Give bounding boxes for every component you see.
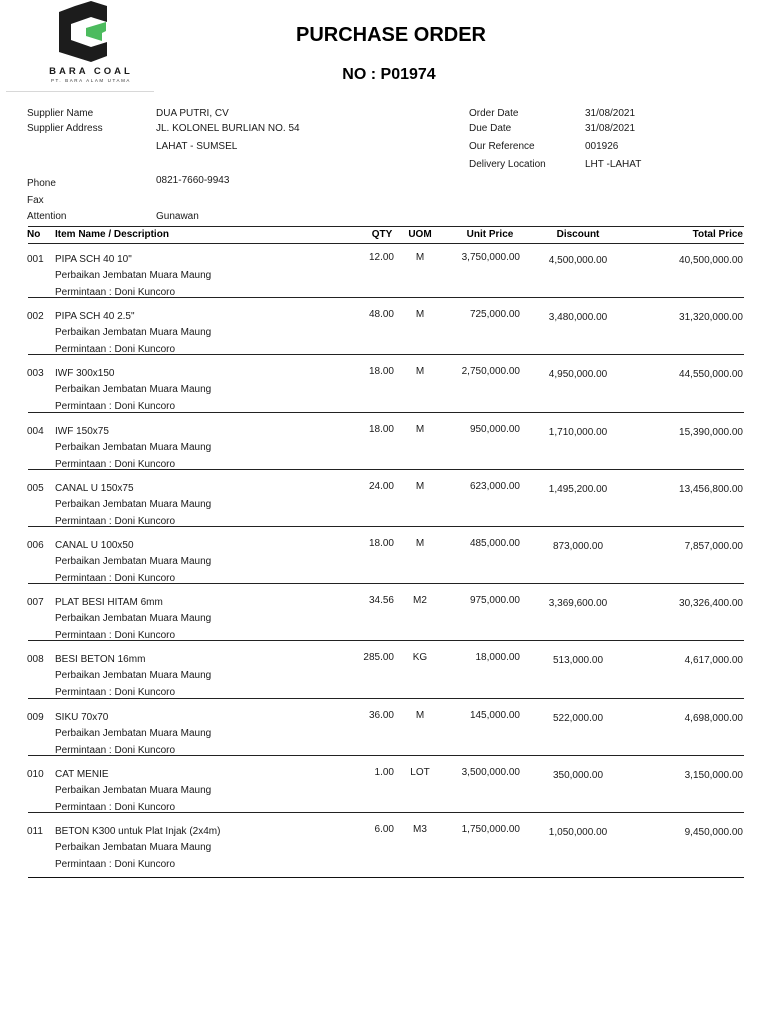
- item-description: Perbaikan Jembatan Muara Maung: [55, 441, 212, 453]
- item-description: Perbaikan Jembatan Muara Maung: [55, 727, 212, 739]
- item-total-price: 15,390,000.00: [679, 426, 743, 438]
- item-request: Permintaan : Doni Kuncoro: [55, 801, 176, 813]
- row-number: 002: [27, 311, 44, 323]
- item-unit-price: 623,000.00: [469, 480, 520, 492]
- item-request: Permintaan : Doni Kuncoro: [55, 515, 176, 527]
- table-row: [0, 530, 768, 587]
- supplier-address-line2: LAHAT - SUMSEL: [156, 141, 238, 152]
- item-name: PIPA SCH 40 10": [55, 254, 132, 265]
- item-unit-price: 145,000.00: [469, 709, 520, 721]
- item-uom: M: [415, 366, 425, 378]
- supplier-name: DUA PUTRI, CV: [156, 108, 229, 119]
- row-divider: [28, 354, 744, 355]
- table-bottom-rule: [28, 877, 744, 878]
- table-row: [0, 587, 768, 644]
- item-description: Perbaikan Jembatan Muara Maung: [55, 384, 212, 396]
- item-qty: 48.00: [368, 309, 394, 321]
- col-header-no: No: [27, 229, 41, 240]
- item-total-price: 31,320,000.00: [679, 312, 743, 324]
- attention-value: Gunawan: [156, 211, 199, 222]
- due-date-label: Due Date: [469, 123, 512, 134]
- row-number: 011: [27, 826, 43, 837]
- item-description: Perbaikan Jembatan Muara Maung: [55, 498, 212, 510]
- item-uom: M3: [413, 824, 427, 835]
- item-uom: M: [415, 538, 425, 549]
- row-number: 009: [27, 711, 44, 723]
- item-uom: M2: [413, 595, 427, 607]
- col-header-uom: UOM: [408, 229, 432, 240]
- item-description: Perbaikan Jembatan Muara Maung: [55, 613, 212, 625]
- delivery-location: LHT -LAHAT: [585, 159, 642, 170]
- table-row: [0, 301, 768, 358]
- table-row: [0, 759, 768, 816]
- row-number: 008: [27, 654, 44, 666]
- item-unit-price: 2,750,000.00: [461, 366, 520, 378]
- item-total-price: 7,857,000.00: [684, 541, 743, 552]
- col-header-item: Item Name / Description: [55, 229, 169, 240]
- item-unit-price: 3,750,000.00: [461, 252, 520, 263]
- brand-subtitle: PT. BARA ALAM UTAMA: [50, 78, 132, 83]
- item-unit-price: 725,000.00: [469, 309, 520, 321]
- due-date: 31/08/2021: [585, 123, 636, 134]
- fax-label: Fax: [27, 195, 44, 206]
- item-total-price: 44,550,000.00: [679, 369, 743, 381]
- reference-value: 001926: [585, 141, 619, 152]
- item-discount: 513,000.00: [552, 655, 604, 667]
- item-qty: 12.00: [368, 252, 394, 263]
- row-divider: [28, 755, 744, 756]
- item-total-price: 4,698,000.00: [684, 712, 743, 724]
- table-row: [0, 358, 768, 415]
- item-name: CANAL U 100x50: [55, 540, 134, 551]
- delivery-location-label: Delivery Location: [469, 159, 546, 170]
- item-qty: 18.00: [368, 538, 394, 549]
- item-discount: 4,500,000.00: [548, 255, 608, 266]
- table-row: [0, 416, 768, 473]
- item-request: Permintaan : Doni Kuncoro: [55, 859, 176, 870]
- item-uom: M: [415, 252, 425, 263]
- item-qty: 18.00: [368, 366, 394, 378]
- item-uom: LOT: [410, 766, 430, 778]
- item-unit-price: 485,000.00: [469, 538, 520, 549]
- item-name: PLAT BESI HITAM 6mm: [55, 597, 163, 609]
- item-description: Perbaikan Jembatan Muara Maung: [55, 270, 212, 281]
- item-request: Permintaan : Doni Kuncoro: [55, 573, 176, 584]
- brand-name: BARA COAL: [49, 66, 133, 77]
- row-number: 005: [27, 482, 44, 494]
- item-name: IWF 150x75: [55, 425, 109, 437]
- phone-value: 0821-7660-9943: [156, 175, 230, 186]
- item-discount: 4,950,000.00: [548, 369, 608, 381]
- item-total-price: 13,456,800.00: [679, 483, 743, 495]
- table-row: [0, 473, 768, 530]
- item-request: Permintaan : Doni Kuncoro: [55, 458, 176, 470]
- item-discount: 3,480,000.00: [548, 312, 608, 324]
- item-discount: 1,710,000.00: [548, 426, 608, 438]
- item-discount: 522,000.00: [552, 712, 604, 724]
- item-discount: 873,000.00: [552, 541, 604, 552]
- item-unit-price: 3,500,000.00: [461, 766, 520, 778]
- col-header-total: Total Price: [692, 229, 743, 240]
- row-divider: [28, 526, 744, 527]
- item-unit-price: 1,750,000.00: [461, 824, 520, 835]
- row-divider: [28, 640, 744, 641]
- item-discount: 1,495,200.00: [548, 483, 608, 495]
- col-header-discount: Discount: [556, 229, 600, 240]
- item-qty: 34.56: [368, 595, 394, 607]
- row-number: 004: [27, 425, 44, 437]
- item-total-price: 40,500,000.00: [679, 255, 743, 266]
- item-qty: 6.00: [374, 824, 394, 835]
- item-request: Permintaan : Doni Kuncoro: [55, 287, 176, 298]
- item-description: Perbaikan Jembatan Muara Maung: [55, 784, 212, 796]
- item-qty: 18.00: [368, 423, 394, 435]
- row-divider: [28, 698, 744, 699]
- item-unit-price: 975,000.00: [469, 595, 520, 607]
- item-total-price: 3,150,000.00: [684, 769, 743, 781]
- item-name: BESI BETON 16mm: [55, 654, 146, 666]
- item-qty: 1.00: [374, 766, 394, 778]
- supplier-address-label: Supplier Address: [27, 123, 103, 134]
- attention-label: Attention: [27, 211, 67, 222]
- col-header-qty: QTY: [371, 229, 393, 240]
- phone-label: Phone: [27, 178, 56, 189]
- order-date: 31/08/2021: [585, 108, 636, 119]
- item-name: CAT MENIE: [55, 768, 109, 780]
- row-number: 003: [27, 368, 44, 380]
- item-description: Perbaikan Jembatan Muara Maung: [55, 670, 212, 682]
- item-request: Permintaan : Doni Kuncoro: [55, 744, 176, 756]
- item-qty: 24.00: [368, 480, 394, 492]
- supplier-address-line1: JL. KOLONEL BURLIAN NO. 54: [156, 123, 300, 134]
- item-name: PIPA SCH 40 2.5": [55, 311, 135, 323]
- item-qty: 36.00: [368, 709, 394, 721]
- item-discount: 3,369,600.00: [548, 598, 608, 610]
- logo-divider: [6, 91, 154, 92]
- item-request: Permintaan : Doni Kuncoro: [55, 630, 176, 642]
- table-row: [0, 702, 768, 759]
- row-divider: [28, 412, 744, 413]
- item-description: Perbaikan Jembatan Muara Maung: [55, 327, 212, 339]
- item-unit-price: 18,000.00: [475, 652, 520, 664]
- row-divider: [28, 583, 744, 584]
- item-qty: 285.00: [363, 652, 394, 664]
- item-uom: M: [415, 309, 425, 321]
- row-number: 007: [27, 597, 44, 609]
- item-discount: 350,000.00: [552, 769, 604, 781]
- row-number: 010: [27, 768, 44, 780]
- item-discount: 1,050,000.00: [548, 827, 608, 838]
- item-name: SIKU 70x70: [55, 711, 109, 723]
- item-uom: M: [415, 423, 425, 435]
- row-number: 006: [27, 540, 44, 551]
- table-top-rule: [28, 226, 744, 227]
- table-row: [0, 244, 768, 301]
- item-name: CANAL U 150x75: [55, 482, 134, 494]
- supplier-name-label: Supplier Name: [27, 108, 94, 119]
- item-uom: KG: [412, 652, 428, 664]
- row-divider: [28, 297, 744, 298]
- item-request: Permintaan : Doni Kuncoro: [55, 401, 176, 413]
- item-uom: M: [415, 709, 425, 721]
- row-divider: [28, 812, 744, 813]
- po-number: NO : P01974: [342, 66, 436, 83]
- item-unit-price: 950,000.00: [469, 423, 520, 435]
- item-name: IWF 300x150: [55, 368, 115, 380]
- row-divider: [28, 469, 744, 470]
- document-title: PURCHASE ORDER: [295, 24, 487, 46]
- order-date-label: Order Date: [469, 108, 519, 119]
- item-total-price: 30,326,400.00: [679, 598, 743, 610]
- item-total-price: 4,617,000.00: [684, 655, 743, 667]
- reference-label: Our Reference: [469, 141, 535, 152]
- item-request: Permintaan : Doni Kuncoro: [55, 687, 176, 699]
- row-number: 001: [27, 254, 44, 265]
- item-name: BETON K300 untuk Plat Injak (2x4m): [55, 826, 221, 837]
- item-uom: M: [415, 480, 425, 492]
- table-row: [0, 644, 768, 701]
- item-description: Perbaikan Jembatan Muara Maung: [55, 556, 212, 567]
- item-description: Perbaikan Jembatan Muara Maung: [55, 842, 212, 853]
- item-total-price: 9,450,000.00: [684, 827, 743, 838]
- item-request: Permintaan : Doni Kuncoro: [55, 344, 176, 356]
- col-header-unit-price: Unit Price: [466, 229, 514, 240]
- table-row: [0, 816, 768, 873]
